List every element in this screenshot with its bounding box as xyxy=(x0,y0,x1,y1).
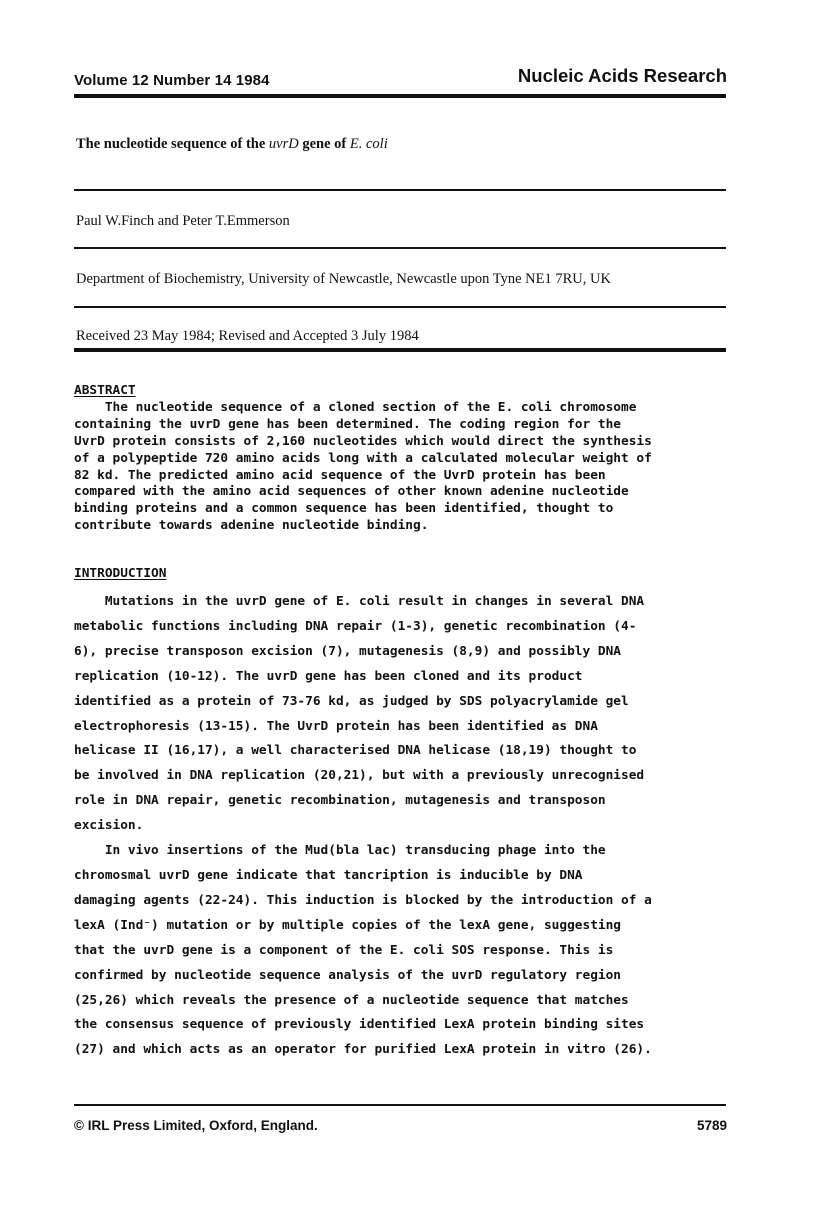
intro-line: role in DNA repair, genetic recombination, mutagenesis and transposon xyxy=(74,793,606,809)
intro-line: (25,26) which reveals the presence of a nucleotide sequence that matches xyxy=(74,992,629,1008)
volume-info: Volume 12 Number 14 1984 xyxy=(74,72,270,89)
title-text-2: gene of xyxy=(298,136,350,152)
authors: Paul W.Finch and Peter T.Emmerson xyxy=(76,213,290,229)
intro-line: excision. xyxy=(74,818,144,834)
abstract-line: contribute towards adenine nucleotide binding. xyxy=(74,518,429,534)
intro-line: lexA (Ind⁻) mutation or by multiple copies of the lexA gene, suggesting xyxy=(74,917,622,933)
intro-line: confirmed by nucleotide sequence analysis of the uvrD regulatory region xyxy=(74,967,622,983)
abstract-heading: ABSTRACT xyxy=(74,383,136,398)
intro-line: (27) and which acts as an operator for purified LexA protein in vitro (26). xyxy=(74,1042,652,1058)
abstract-line: of a polypeptide 720 amino acids long with a calculated molecular weight of xyxy=(74,450,652,466)
intro-line: helicase II (16,17), a well characterised DNA helicase (18,19) thought to xyxy=(74,743,637,759)
journal-name: Nucleic Acids Research xyxy=(517,65,727,86)
intro-line: damaging agents (22-24). This induction is blocked by the introduction of a xyxy=(74,892,652,908)
intro-line: the consensus sequence of previously identified LexA protein binding sites xyxy=(74,1017,645,1033)
intro-line: In vivo insertions of the Mud(bla lac) transducing phage into the xyxy=(74,843,606,859)
affiliation: Department of Biochemistry, University of Newcastle, Newcastle upon Tyne NE1 7RU, UK xyxy=(76,271,611,287)
article-title xyxy=(76,136,388,153)
introduction-section xyxy=(74,590,734,1063)
page-number: 5789 xyxy=(696,1118,727,1133)
intro-line: Mutations in the uvrD gene of E. coli result in changes in several DNA xyxy=(74,594,645,609)
abstract-line: The nucleotide sequence of a cloned section of the E. coli chromosome xyxy=(74,399,637,415)
title-gene: uvrD xyxy=(268,136,299,152)
footer-rule xyxy=(74,1104,726,1106)
intro-line: metabolic functions including DNA repair (1-3), genetic recombination (4- xyxy=(74,618,637,634)
intro-line: be involved in DNA replication (20,21), but with a previously unrecognised xyxy=(74,768,645,784)
introduction-heading: INTRODUCTION xyxy=(74,566,167,581)
intro-line: replication (10-12). The uvrD gene has been cloned and its product xyxy=(74,668,583,684)
intro-line: 6), precise transposon excision (7), mutagenesis (8,9) and possibly DNA xyxy=(74,643,622,659)
intro-line: identified as a protein of 73-76 kd, as judged by SDS polyacrylamide gel xyxy=(74,693,629,709)
abstract-section xyxy=(74,383,734,535)
intro-line: electrophoresis (13-15). The UvrD protein has been identified as DNA xyxy=(74,718,598,734)
divider xyxy=(74,247,726,249)
header-rule xyxy=(74,94,726,98)
abstract-line: binding proteins and a common sequence has been identified, thought to xyxy=(74,501,614,517)
intro-line: that the uvrD gene is a component of the E. coli SOS response. This is xyxy=(74,942,614,958)
title-text-1: The nucleotide sequence of the xyxy=(76,136,269,152)
abstract-line: containing the uvrD gene has been determined. The coding region for the xyxy=(74,416,622,432)
abstract-line: UvrD protein consists of 2,160 nucleotides which would direct the synthesis xyxy=(74,433,652,449)
divider xyxy=(74,306,726,308)
abstract-line: 82 kd. The predicted amino acid sequence of the UvrD protein has been xyxy=(74,467,606,483)
divider-thick xyxy=(74,348,726,352)
abstract-line: compared with the amino acid sequences of other known adenine nucleotide xyxy=(74,484,629,500)
divider xyxy=(74,189,726,191)
received-dates: Received 23 May 1984; Revised and Accepted 3 July 1984 xyxy=(76,328,419,344)
publisher-copyright: © IRL Press Limited, Oxford, England. xyxy=(74,1118,318,1133)
intro-line: chromosmal uvrD gene indicate that tancription is inducible by DNA xyxy=(74,867,583,883)
title-organism: E. coli xyxy=(349,136,388,152)
